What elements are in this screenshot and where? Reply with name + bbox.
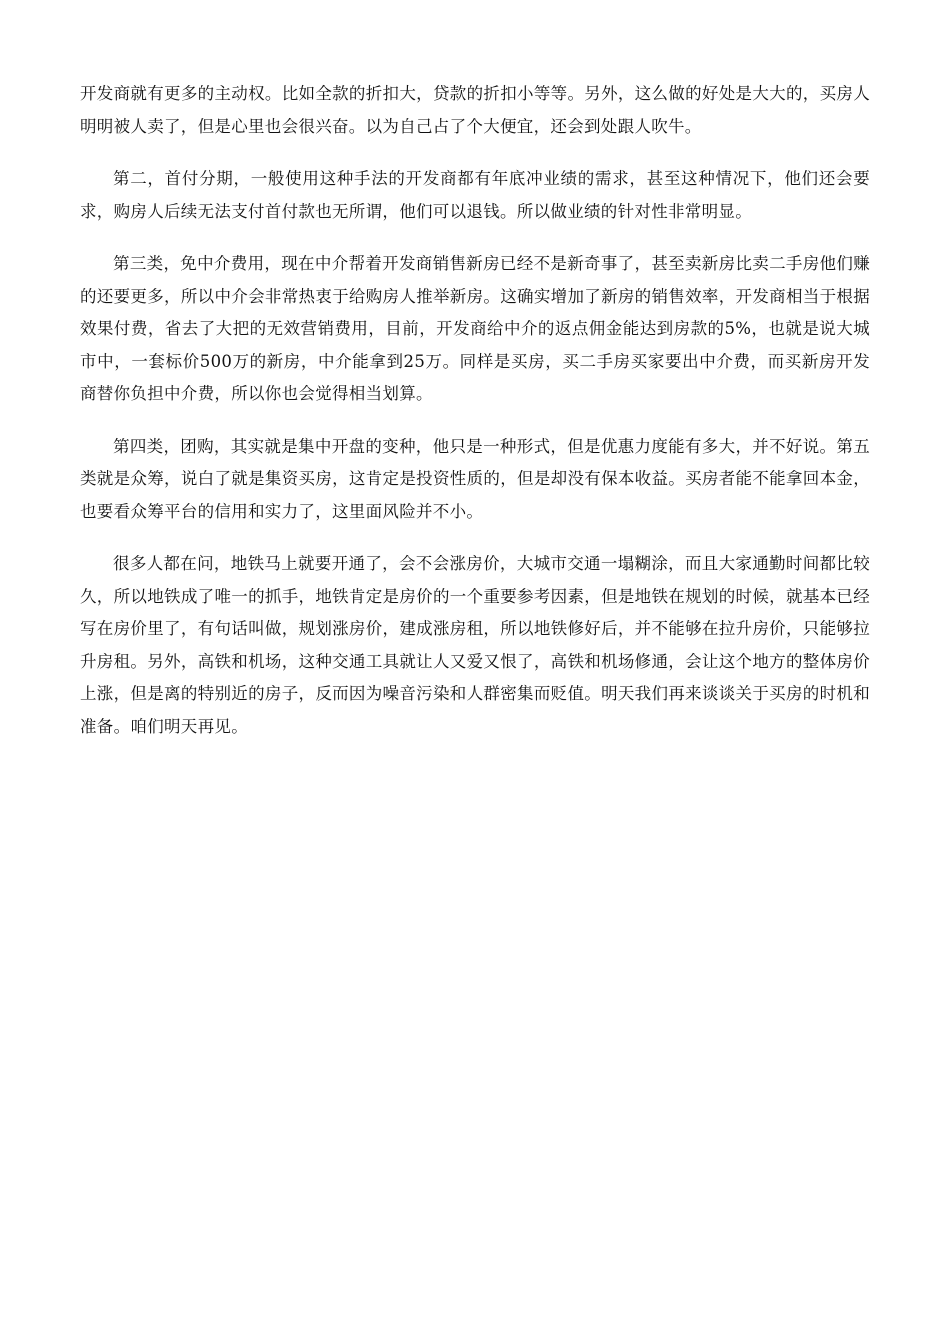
paragraph-agency-fee-waiver: 第三类，免中介费用，现在中介帮着开发商销售新房已经不是新奇事了，甚至卖新房比卖二手房他们赚的还要更多，所以中介会非常热衷于给购房人推举新房。这确实增加了新房的销售效率，开发商相当于根据效果付费，省去了大把的无效营销费用，目前，开发商给中介的返点佣金能达到房款的5%，也就是说大城市中，一套标价500万的新房，中介能拿到25万。同样是买房，买二手房买家要出中介费，而买新房开发商替你负担中介费，所以你也会觉得相当划算。 bbox=[80, 254, 870, 403]
paragraph-group-buy-crowdfunding: 第四类，团购，其实就是集中开盘的变种，他只是一种形式，但是优惠力度能有多大，并不好说。第五类就是众筹，说白了就是集资买房，这肯定是投资性质的，但是却没有保本收益。买房者能不能拿回本金，也要看众筹平台的信用和实力了，这里面风险并不小。 bbox=[80, 436, 870, 521]
paragraph-continuation: 开发商就有更多的主动权。比如全款的折扣大，贷款的折扣小等等。另外，这么做的好处是大大的，买房人明明被人卖了，但是心里也会很兴奋。以为自己占了个大便宜，还会到处跟人吹牛。 bbox=[80, 84, 870, 136]
document-body bbox=[80, 78, 870, 763]
paragraph-down-payment-installment: 第二，首付分期，一般使用这种手法的开发商都有年底冲业绩的需求，甚至这种情况下，他们还会要求，购房人后续无法支付首付款也无所谓，他们可以退钱。所以做业绩的针对性非常明显。 bbox=[80, 169, 870, 221]
paragraph-subway-prices: 很多人都在问，地铁马上就要开通了，会不会涨房价，大城市交通一塌糊涂，而且大家通勤时间都比较久，所以地铁成了唯一的抓手，地铁肯定是房价的一个重要参考因素，但是地铁在规划的时候，就基本已经写在房价里了，有句话叫做，规划涨房价，建成涨房租，所以地铁修好后，并不能够在拉升房价，只能够拉升房租。另外，高铁和机场，这种交通工具就让人又爱又恨了，高铁和机场修通，会让这个地方的整体房价上涨，但是离的特别近的房子，反而因为噪音污染和人群密集而贬值。明天我们再来谈谈关于买房的时机和准备。咱们明天再见。 bbox=[80, 554, 870, 736]
